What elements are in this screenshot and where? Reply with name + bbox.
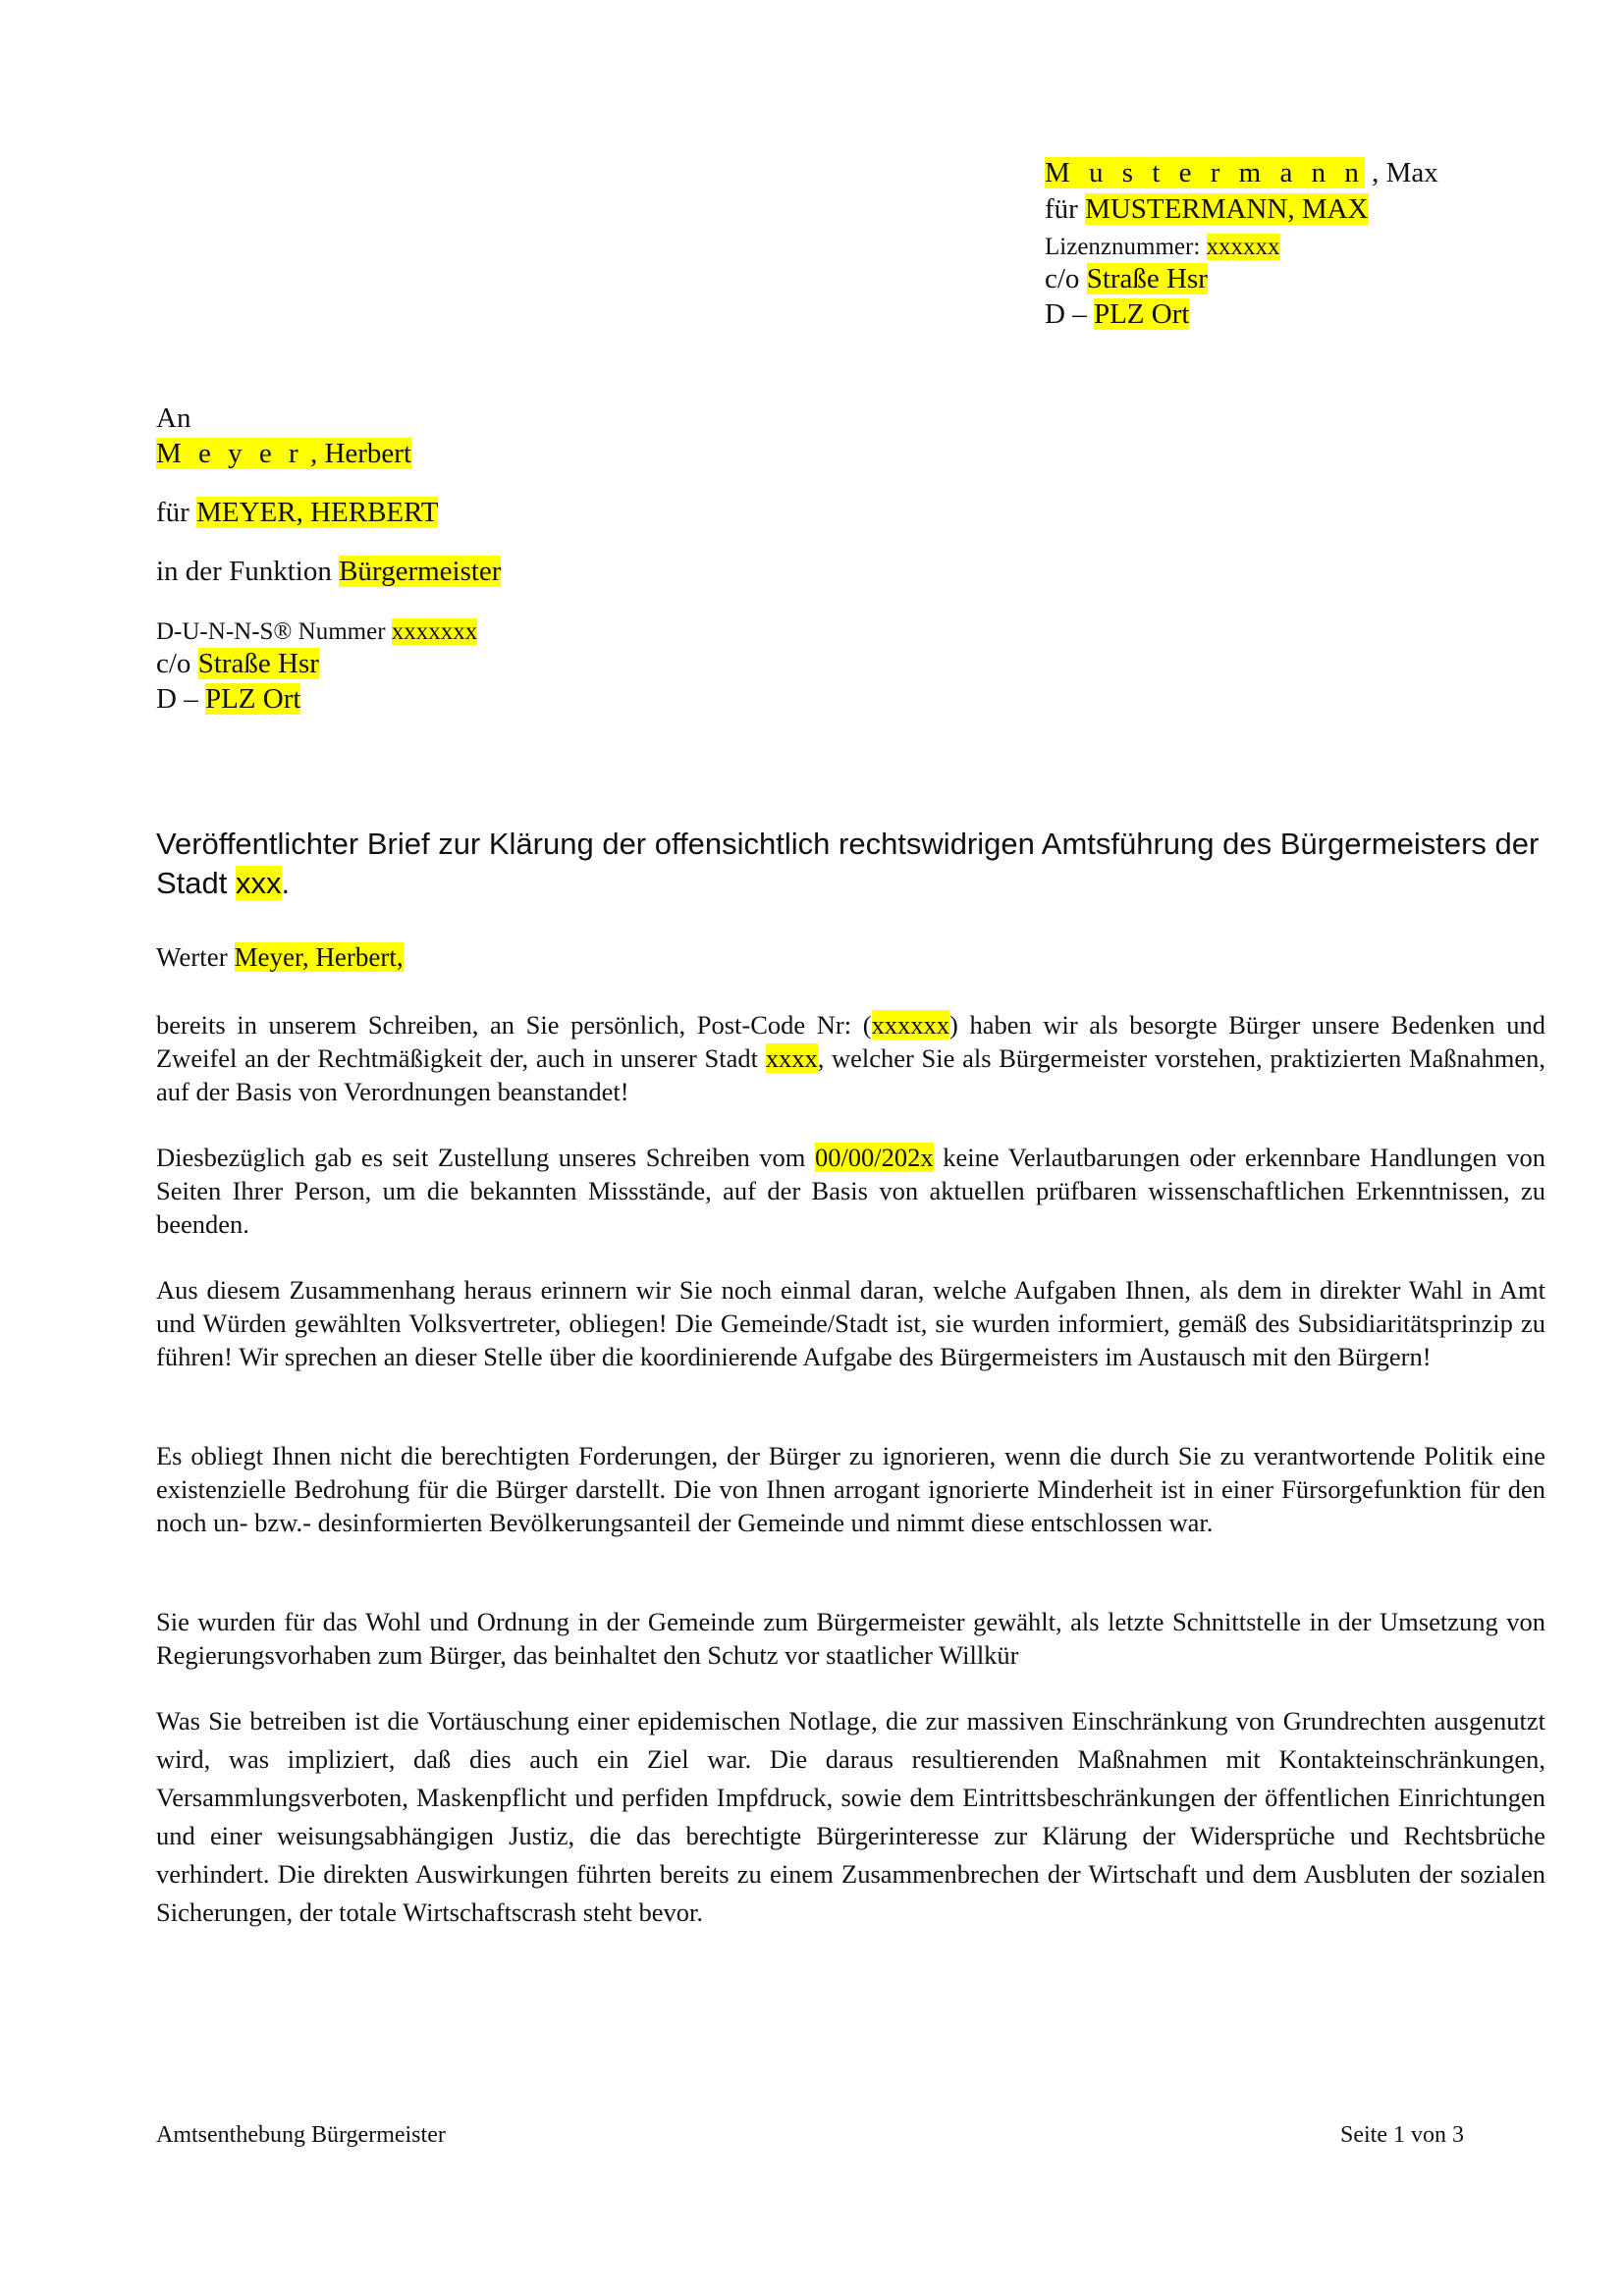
recipient-duns-label: D-U-N-N-S® Nummer bbox=[156, 618, 392, 645]
recipient-city: PLZ Ort bbox=[204, 683, 301, 715]
sender-firstname: , Max bbox=[1364, 157, 1438, 188]
recipient-an: An bbox=[156, 402, 191, 434]
p1-town: xxxx bbox=[765, 1043, 818, 1073]
greeting-prefix: Werter bbox=[156, 942, 235, 972]
sender-street-line bbox=[1045, 261, 1208, 296]
recipient-co-prefix: c/o bbox=[156, 648, 198, 679]
footer-title: Amtsenthebung Bürgermeister bbox=[156, 2122, 446, 2148]
subject-town: xxx bbox=[236, 866, 282, 900]
sender-co-prefix: c/o bbox=[1045, 263, 1087, 294]
p1-post-code: xxxxxx bbox=[871, 1010, 950, 1040]
recipient-function-prefix: in der Funktion bbox=[156, 556, 340, 587]
sender-name-line bbox=[1045, 155, 1438, 190]
p2-date: 00/00/202x bbox=[814, 1143, 934, 1172]
recipient-street-line bbox=[156, 646, 319, 681]
recipient-duns-value: xxxxxxx bbox=[391, 618, 478, 645]
p2-text-a: Diesbezüglich gab es seit Zustellung unseres Schreiben vom bbox=[156, 1143, 815, 1172]
sender-fuer-line bbox=[1045, 191, 1369, 227]
sender-fuer-name: MUSTERMANN, MAX bbox=[1085, 193, 1369, 225]
recipient-surname: M e y e r bbox=[156, 438, 303, 469]
paragraph-6: Was Sie betreiben ist die Vortäuschung einer epidemischen Notlage, die zur massiven Einschränkung von Grundrechten ausgenutzt wird, was impliziert, daß dies auch ein Ziel war. Die daraus resultierenden Maßnahmen mit Kontakteinschränkungen, Versammlungsverboten, Maskenpflicht und perfiden Impfdruck, sowie dem Eintrittsbeschränkungen der öffentlichen Einrichtungen und einer weisungsabhängigen Justiz, die das berechtigte Bürgerinteresse zur Klärung der Widersprüche und Rechtsbrüche verhindert. Die direkten Auswirkungen führten bereits zu einem Zusammenbrechen der Wirtschaft und dem Ausbluten der sozialen Sicherungen, der totale Wirtschaftscrash steht bevor. bbox=[156, 1706, 1545, 1927]
recipient-street: Straße Hsr bbox=[197, 648, 319, 679]
paragraph-5: Sie wurden für das Wohl und Ordnung in der Gemeinde zum Bürgermeister gewählt, als letzte Schnittstelle in der Umsetzung von Regierungsvorhaben zum Bürger, das beinhaltet den Schutz vor staatlicher Willkür bbox=[156, 1607, 1545, 1670]
subject-text: Veröffentlichter Brief zur Klärung der offensichtlich rechtswidrigen Amtsführung des Bürgermeisters der Stadt bbox=[156, 827, 1540, 900]
sender-surname: M u s t e r m a n n bbox=[1045, 157, 1365, 188]
sender-street: Straße Hsr bbox=[1086, 263, 1208, 294]
paragraph-3: Aus diesem Zusammenhang heraus erinnern wir Sie noch einmal daran, welche Aufgaben Ihnen, als dem in direkter Wahl in Amt und Würden gewählten Volksvertreter, obliegen! Die Gemeinde/Stadt ist, sie wurden informiert, gemäß des Subsidiaritätsprinzip zu führen! Wir sprechen an dieser Stelle über die koordinierende Aufgabe des Bürgermeisters im Austausch mit den Bürgern! bbox=[156, 1275, 1545, 1371]
sender-license-line bbox=[1045, 230, 1280, 265]
greeting-name: Meyer, Herbert, bbox=[234, 942, 404, 972]
paragraph-2 bbox=[156, 1141, 1545, 1241]
sender-license-label: Lizenznummer: bbox=[1045, 234, 1207, 260]
subject-end: . bbox=[281, 866, 291, 900]
p1-text-b: ) haben wir als besorgte Bürger unsere Bedenken und Zweifel an der Rechtmäßigkeit der, auch in unserer Stadt bbox=[156, 1010, 1545, 1073]
recipient-function-line bbox=[156, 554, 501, 589]
recipient-fuer-name: MEYER, HERBERT bbox=[196, 497, 439, 528]
recipient-name-line bbox=[156, 436, 411, 471]
p1-text-c: , welcher Sie als Bürgermeister vorstehen, praktizierten Maßnahmen, auf der Basis von Verordnungen beanstandet! bbox=[156, 1043, 1545, 1106]
recipient-duns-line bbox=[156, 614, 477, 650]
recipient-fuer-prefix: für bbox=[156, 497, 197, 528]
recipient-city-line bbox=[156, 681, 300, 717]
recipient-function: Bürgermeister bbox=[339, 556, 502, 587]
sender-city: PLZ Ort bbox=[1093, 298, 1190, 330]
recipient-name-highlight bbox=[156, 438, 411, 469]
recipient-fuer-line bbox=[156, 495, 438, 530]
recipient-country-prefix: D – bbox=[156, 683, 205, 715]
p1-text-a: bereits in unserem Schreiben, an Sie persönlich, Post-Code Nr: ( bbox=[156, 1010, 872, 1040]
paragraph-4: Es obliegt Ihnen nicht die berechtigten Forderungen, der Bürger zu ignorieren, wenn die durch Sie zu verantwortende Politik eine existenzielle Bedrohung für die Bürger darstellt. Die von Ihnen arrogant ignorierte Minderheit ist in einer Fürsorgefunktion für den noch un- bzw.- desinformierten Bevölkerungsanteil der Gemeinde und nimmt diese entschlossen war. bbox=[156, 1441, 1545, 1537]
greeting bbox=[156, 939, 404, 975]
sender-license-value: xxxxxx bbox=[1206, 234, 1280, 260]
sender-city-line bbox=[1045, 296, 1189, 332]
footer-page-number: Seite 1 von 3 bbox=[1340, 2122, 1464, 2148]
paragraph-1 bbox=[156, 1008, 1545, 1108]
recipient-firstname: , Herbert bbox=[302, 438, 411, 469]
letter-subject bbox=[156, 825, 1550, 903]
sender-fuer-prefix: für bbox=[1045, 193, 1086, 225]
sender-country-prefix: D – bbox=[1045, 298, 1094, 330]
p2-text-b: keine Verlautbarungen oder erkennbare Handlungen von Seiten Ihrer Person, um die bekannten Missstände, auf der Basis von aktuellen prüfbaren wissenschaftlichen Erkenntnissen, zu beenden. bbox=[156, 1143, 1545, 1239]
